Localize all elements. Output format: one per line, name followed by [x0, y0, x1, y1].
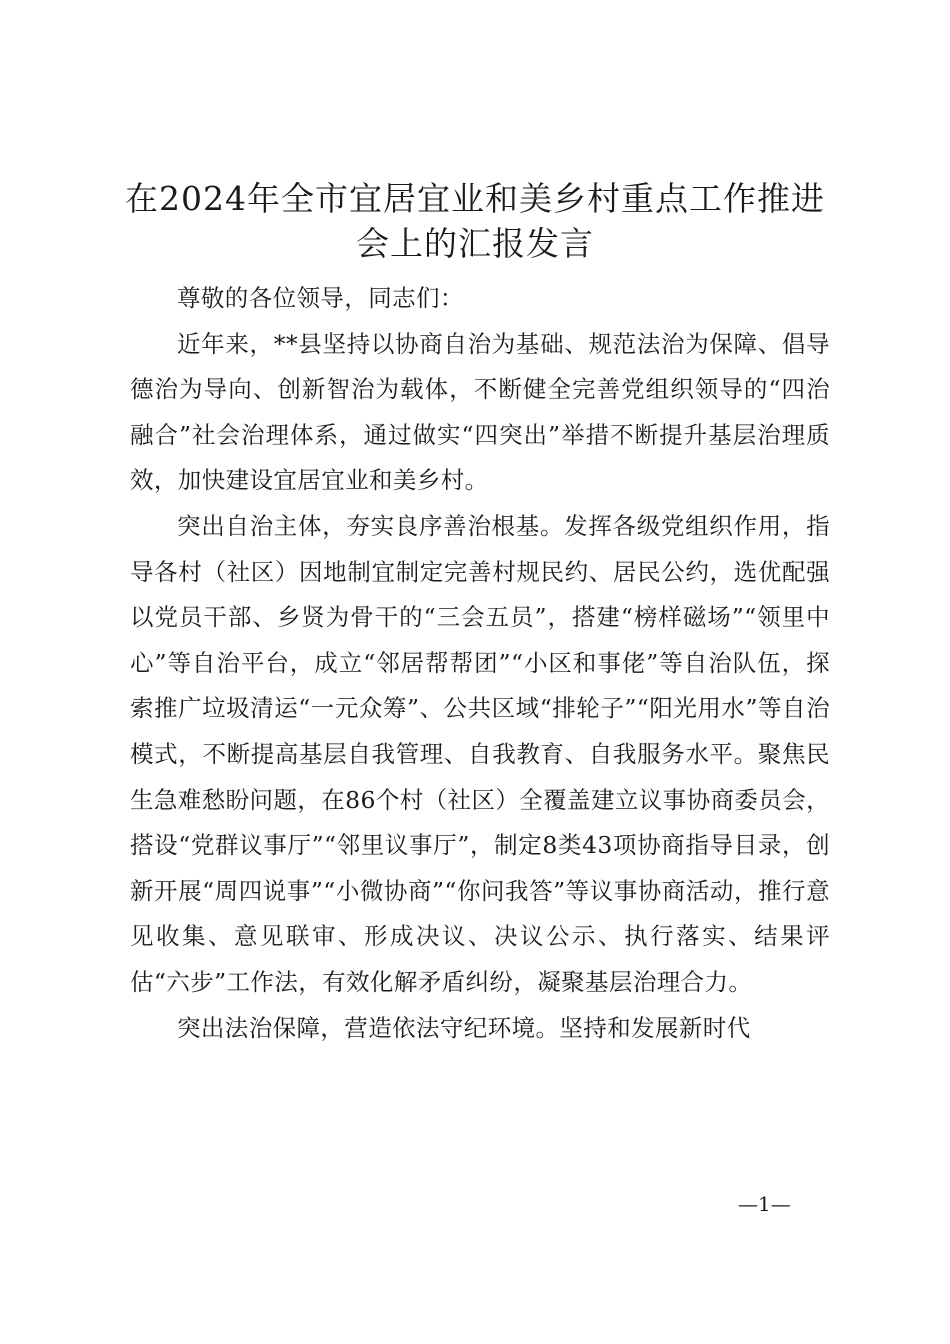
paragraph-intro: 近年来，**县坚持以协商自治为基础、规范法治为保障、倡导德治为导向、创新智治为载体，不断健全完善党组织领导的“四治融合”社会治理体系，通过做实“四突出”举措不断提升基层治理质效，加快建设宜居宜业和美乡村。 [130, 329, 830, 495]
document-title: 在2024年全市宜居宜业和美乡村重点工作推进会上的汇报发言 [125, 179, 825, 263]
document-body [130, 276, 830, 1051]
paragraph-rule-of-law: 突出法治保障，营造依法守纪环境。坚持和发展新时代 [177, 1013, 751, 1042]
paragraph-autonomy: 突出自治主体，夯实良序善治根基。发挥各级党组织作用，指导各村（社区）因地制宜制定完善村规民约、居民公约，选优配强以党员干部、乡贤为骨干的“三会五员”，搭建“榜样磁场”“领里中心”等自治平台，成立“邻居帮帮团”“小区和事佬”等自治队伍，探索推广垃圾清运“一元众筹”、公共区域“排轮子”“阳光用水”等自治模式，不断提高基层自我管理、自我教育、自我服务水平。聚焦民生急难愁盼问题，在86个村（社区）全覆盖建立议事协商委员会，搭设“党群议事厅”“邻里议事厅”，制定8类43项协商指导目录，创新开展“周四说事”“小微协商”“你问我答”等议事协商活动，推行意见收集、意见联审、形成决议、决议公示、执行落实、结果评估“六步”工作法，有效化解矛盾纠纷，凝聚基层治理合力。 [130, 511, 830, 996]
page-number: —1— [738, 1192, 791, 1216]
salutation: 尊敬的各位领导，同志们： [177, 284, 464, 312]
